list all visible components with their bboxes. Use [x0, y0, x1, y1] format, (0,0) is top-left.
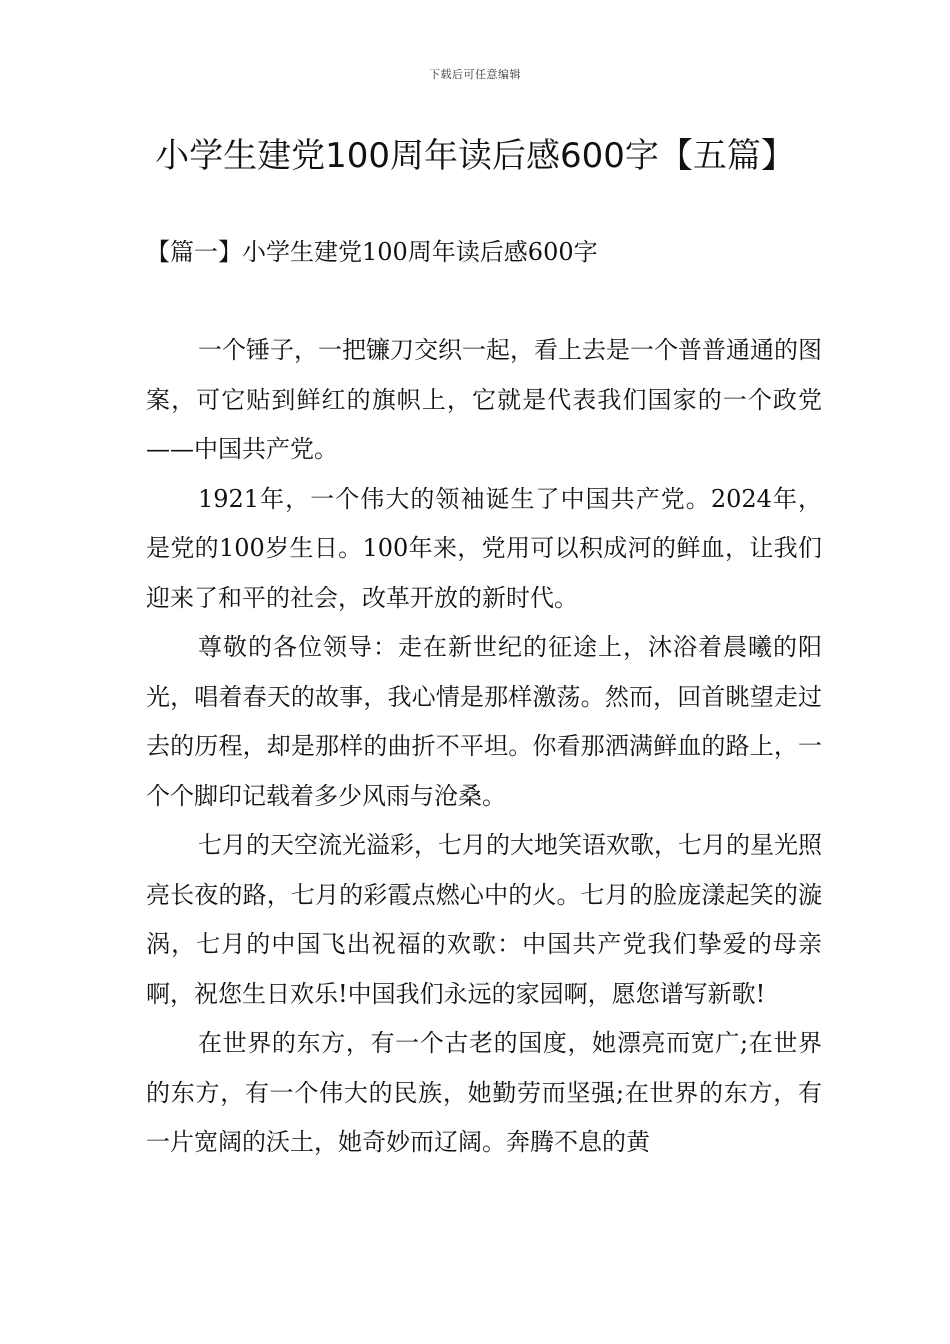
article-body	[146, 326, 822, 1168]
section-heading: 【篇一】小学生建党100周年读后感600字	[146, 238, 598, 266]
paragraph-5: 在世界的东方，有一个古老的国度，她漂亮而宽广;在世界的东方，有一个伟大的民族，她勤劳而坚强;在世界的东方，有一片宽阔的沃土，她奇妙而辽阔。奔腾不息的黄	[146, 1029, 822, 1156]
header-note: 下载后可任意编辑	[429, 68, 521, 81]
paragraph-1: 一个锤子，一把镰刀交织一起，看上去是一个普普通通的图案，可它贴到鲜红的旗帜上，它就是代表我们国家的一个政党——中国共产党。	[146, 336, 822, 463]
document-title: 小学生建党100周年读后感600字【五篇】	[155, 136, 795, 176]
paragraph-3: 尊敬的各位领导：走在新世纪的征途上，沐浴着晨曦的阳光，唱着春天的故事，我心情是那样激荡。然而，回首眺望走过去的历程，却是那样的曲折不平坦。你看那洒满鲜血的路上，一个个脚印记载着多少风雨与沧桑。	[146, 633, 822, 810]
paragraph-2: 1921年，一个伟大的领袖诞生了中国共产党。2024年，是党的100岁生日。100年来，党用可以积成河的鲜血，让我们迎来了和平的社会，改革开放的新时代。	[146, 484, 822, 612]
paragraph-4: 七月的天空流光溢彩，七月的大地笑语欢歌，七月的星光照亮长夜的路，七月的彩霞点燃心中的火。七月的脸庞漾起笑的漩涡，七月的中国飞出祝福的欢歌：中国共产党我们挚爱的母亲啊，祝您生日欢乐!中国我们永远的家园啊，愿您谱写新歌!	[146, 831, 822, 1008]
